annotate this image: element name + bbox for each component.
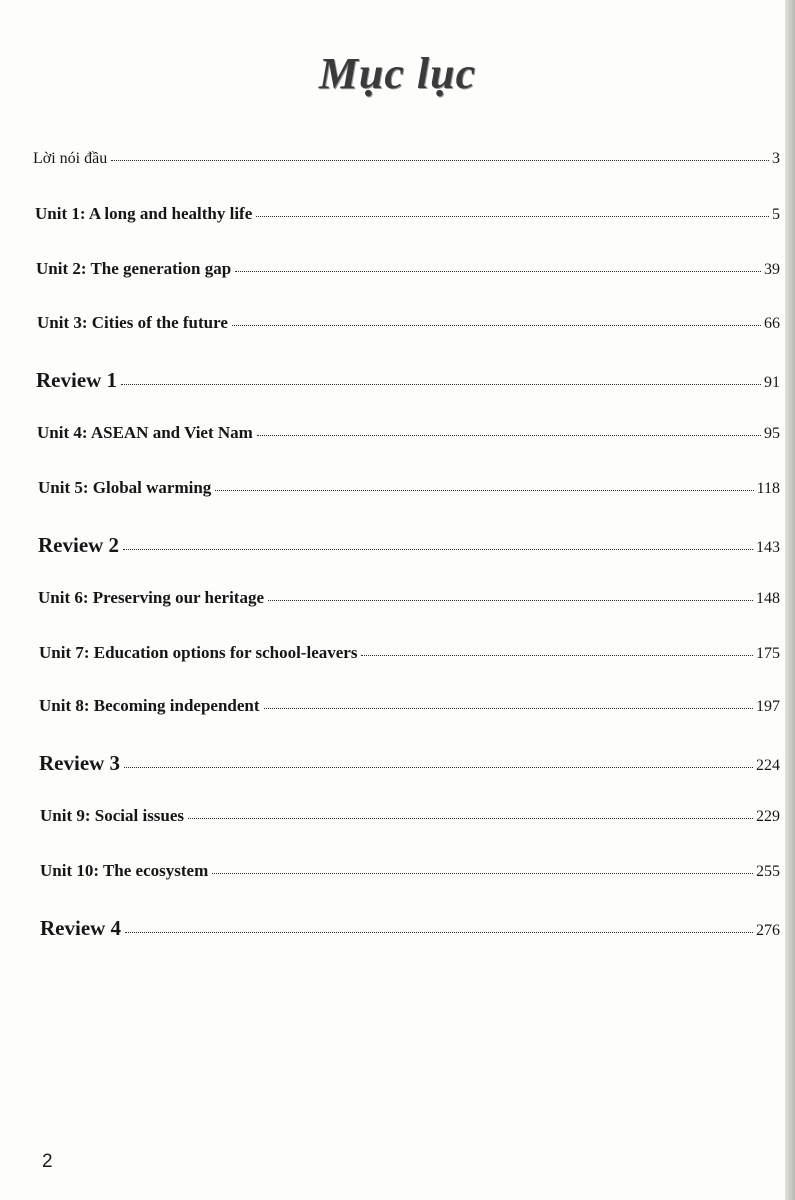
- toc-entry-label: Review 4: [40, 916, 122, 940]
- toc-row-review-4: [40, 916, 780, 941]
- toc-entry-label: Review 3: [39, 751, 121, 775]
- toc-leader-dots: [125, 932, 753, 933]
- toc-entry-label: Unit 1: A long and healthy life: [35, 204, 253, 223]
- toc-leader-dots: [215, 490, 753, 491]
- toc-page-number: 255: [756, 863, 780, 880]
- page-title: Mục lục: [318, 49, 477, 98]
- toc-page-number: 95: [764, 425, 780, 442]
- toc-row-unit-6: [38, 588, 780, 608]
- toc-leader-dots: [232, 325, 761, 326]
- toc-leader-dots: [124, 767, 753, 768]
- toc-leader-dots: [361, 655, 753, 656]
- toc-page-number: 118: [756, 480, 780, 497]
- toc-entry-label: Unit 5: Global warming: [38, 478, 212, 497]
- toc-entry-label: Unit 3: Cities of the future: [37, 313, 228, 332]
- toc-row-unit-1: [35, 204, 780, 224]
- toc-leader-dots: [121, 384, 761, 385]
- toc-page-number: 39: [764, 261, 780, 278]
- toc-entry-label: Unit 10: The ecosystem: [40, 861, 209, 880]
- toc-page-number: 148: [756, 590, 780, 607]
- toc-row-review-3: [39, 751, 780, 776]
- toc-row-unit-4: [37, 423, 780, 443]
- toc-row-unit-8: [39, 696, 780, 716]
- toc-row-unit-7: [39, 643, 780, 663]
- toc-leader-dots: [212, 873, 753, 874]
- toc-entry-label: Unit 9: Social issues: [40, 806, 185, 825]
- toc-leader-dots: [268, 600, 753, 601]
- toc-page-number: 197: [756, 698, 780, 715]
- toc-entry-label: Lời nói đầu: [33, 150, 108, 167]
- toc-entry-label: Unit 6: Preserving our heritage: [38, 588, 264, 607]
- toc-page-number: 229: [756, 808, 780, 825]
- toc-page-number: 175: [756, 645, 780, 662]
- toc-leader-dots: [264, 708, 753, 709]
- toc-leader-dots: [235, 271, 761, 272]
- toc-leader-dots: [257, 435, 761, 436]
- page-number: 2: [42, 1151, 53, 1172]
- toc-row-review-1: [36, 368, 780, 393]
- toc-row-preface: [33, 150, 780, 168]
- toc-row-unit-3: [37, 313, 780, 333]
- toc-row-unit-9: [40, 806, 780, 826]
- toc-entry-label: Unit 8: Becoming independent: [39, 696, 260, 715]
- toc-leader-dots: [111, 160, 769, 161]
- toc-leader-dots: [123, 549, 753, 550]
- toc-leader-dots: [256, 216, 769, 217]
- toc-page-number: 3: [772, 150, 780, 167]
- toc-entry-label: Unit 2: The generation gap: [36, 259, 232, 278]
- toc-entry-label: Review 1: [36, 368, 118, 392]
- toc-row-unit-2: [36, 259, 780, 279]
- toc-page-number: 224: [756, 757, 780, 774]
- toc-page-number: 91: [764, 374, 780, 391]
- toc-entry-label: Unit 4: ASEAN and Viet Nam: [37, 423, 253, 442]
- toc-row-review-2: [38, 533, 780, 558]
- toc-entry-label: Unit 7: Education options for school-leavers: [39, 643, 358, 662]
- toc-page-number: 5: [772, 206, 780, 223]
- toc-leader-dots: [188, 818, 753, 819]
- toc-page-number: 143: [756, 539, 780, 556]
- toc-row-unit-10: [40, 861, 780, 881]
- toc-entry-label: Review 2: [38, 533, 120, 557]
- toc-page-number: 66: [764, 315, 780, 332]
- toc-row-unit-5: [38, 478, 780, 498]
- toc-page-number: 276: [756, 922, 780, 939]
